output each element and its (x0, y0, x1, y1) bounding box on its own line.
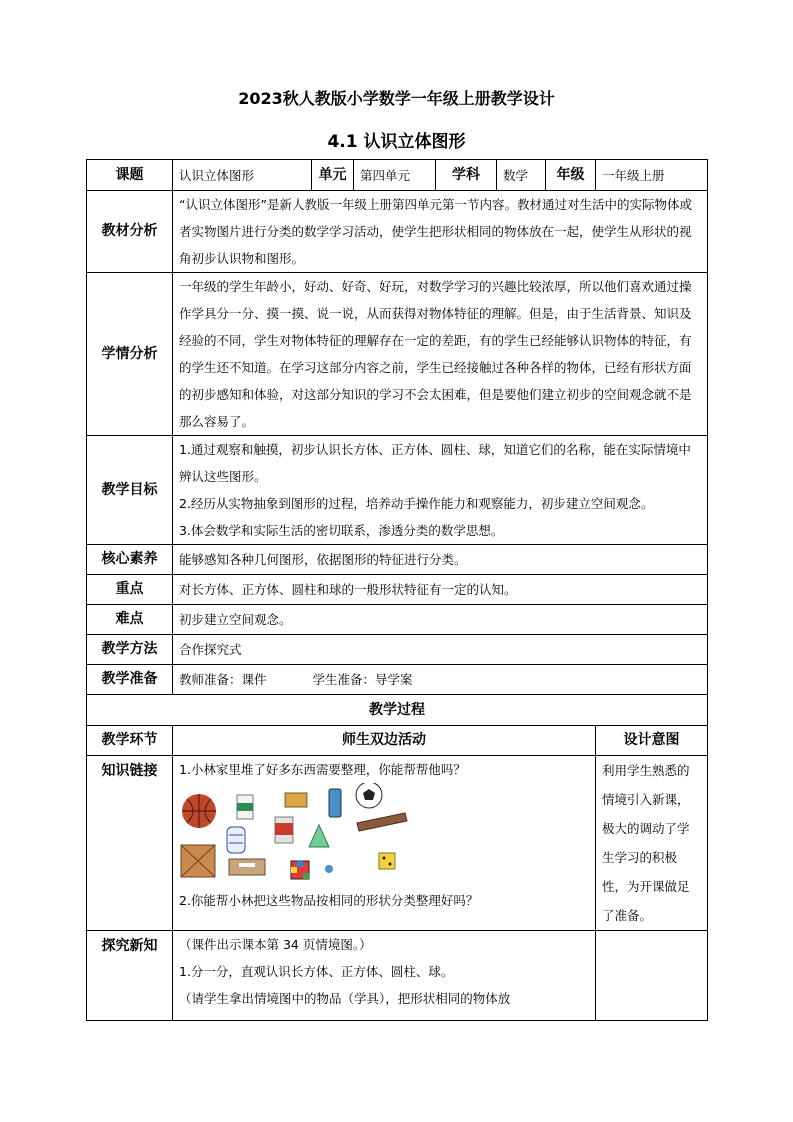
basketball-icon (182, 794, 216, 828)
subject-label: 学科 (436, 160, 497, 191)
step2-line-2: 1.分一分，直观认识长方体、正方体、圆柱、球。 (179, 964, 454, 979)
small-ball-icon (325, 865, 333, 873)
process-header: 教学过程 (87, 695, 708, 726)
document-title: 2023秋人教版小学数学一年级上册教学设计 (238, 89, 555, 108)
step2-label: 探究新知 (87, 931, 173, 1021)
unit-label: 单元 (312, 160, 354, 191)
grade-label: 年级 (546, 160, 596, 191)
prep-label: 教学准备 (87, 665, 173, 695)
goal-label: 教学目标 (87, 436, 173, 545)
household-objects-image (179, 783, 589, 887)
soccer-ball-icon (356, 783, 382, 808)
prep-text (173, 665, 708, 695)
lesson-subtitle: 4.1 认识立体图形 (327, 132, 466, 152)
method-label: 教学方法 (87, 635, 173, 665)
col-intent-header: 设计意图 (596, 726, 708, 756)
step2-activity (173, 931, 596, 1021)
core-label: 核心素养 (87, 545, 173, 575)
goal-1: 1.通过观察和触摸，初步认识长方体、正方体、圆柱、球，知道它们的名称，能在实际情境中辨认这些图形。 (179, 442, 691, 484)
tissue-box-icon (229, 859, 265, 875)
goal-3: 3.体会数学和实际生活的密切联系，渗透分类的数学思想。 (179, 523, 504, 538)
step1-intent: 利用学生熟悉的情境引入新课，极大的调动了学生学习的积极性，为开课做足了准备。 (596, 756, 708, 931)
student-analysis-text: 一年级的学生年龄小，好动、好奇、好玩，对数学学习的兴趣比较浓厚，所以他们喜欢通过操作学具分一分、摸一摸、说一说，从而获得对物体特征的理解。但是，由于生活背景、知识及经验的不同，学生对物体特征的理解存在一定的差距，有的学生已经能够认识物体的特征，有的学生还不知道。在学习这部分内容之前，学生已经接触过各种各样的物体，已经有形状方面的初步感知和体验，对这部分知识的学习不会太困难，但是要他们建立初步的空间观念就不是那么容易了。 (173, 273, 708, 436)
material-label: 教材分析 (87, 191, 173, 273)
col-step-header: 教学环节 (87, 726, 173, 756)
wood-bar-icon (357, 813, 407, 831)
thermos-icon (329, 789, 341, 817)
subject-value: 数学 (497, 160, 546, 191)
col-activity-header: 师生双边活动 (173, 726, 596, 756)
cone-icon (309, 825, 329, 847)
key-point-label: 重点 (87, 575, 173, 605)
step1-question-1: 1.小林家里堆了好多东西需要整理，你能帮帮他吗？ (179, 762, 466, 777)
topic-value: 认识立体图形 (173, 160, 312, 191)
step2-line-3: （请学生拿出情境图中的物品（学具），把形状相同的物体放 (179, 991, 511, 1006)
step2-line-1: （课件出示课本第 34 页情境图。） (179, 937, 372, 952)
method-text: 合作探究式 (173, 635, 708, 665)
prep-student: 学生准备：导学案 (312, 672, 413, 687)
milk-box-icon (237, 795, 253, 819)
step1-activity (173, 756, 596, 931)
difficulty-label: 难点 (87, 605, 173, 635)
grade-value: 一年级上册 (596, 160, 708, 191)
key-point-text: 对长方体、正方体、圆柱和球的一般形状特征有一定的认知。 (173, 575, 708, 605)
rubik-cube-icon (291, 861, 309, 879)
topic-label: 课题 (87, 160, 173, 191)
step1-question-2: 2.你能帮小林把这些物品按相同的形状分类整理好吗？ (179, 893, 479, 908)
wooden-crate-icon (181, 845, 215, 877)
goal-2: 2.经历从实物抽象到图形的过程，培养动手操作能力和观察能力，初步建立空间观念。 (179, 496, 654, 511)
difficulty-text: 初步建立空间观念。 (173, 605, 708, 635)
material-text: “认识立体图形”是新人教版一年级上册第四单元第一节内容。教材通过对生活中的实际物体或者实物图片进行分类的数学学习活动，使学生把形状相同的物体放在一起，使学生从形状的视角初步认识物和图形。 (173, 191, 708, 273)
small-box-icon (285, 793, 307, 807)
step1-label: 知识链接 (87, 756, 173, 931)
dice-icon (379, 853, 395, 869)
tin-can-icon (275, 817, 293, 843)
core-text: 能够感知各种几何图形，依据图形的特征进行分类。 (173, 545, 708, 575)
vase-icon (227, 827, 245, 853)
step2-intent (596, 931, 708, 1021)
goal-text (173, 436, 708, 545)
unit-value: 第四单元 (354, 160, 436, 191)
prep-teacher: 教师准备：课件 (179, 672, 267, 687)
lesson-plan-table (86, 159, 708, 1021)
student-analysis-label: 学情分析 (87, 273, 173, 436)
